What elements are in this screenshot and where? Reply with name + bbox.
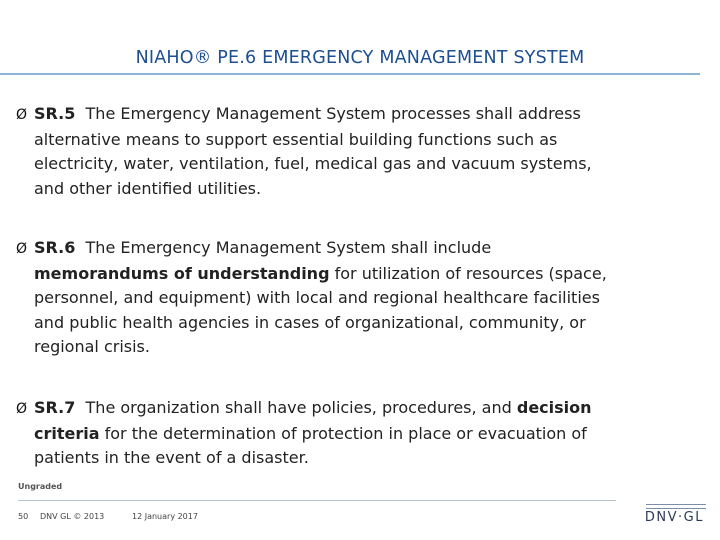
bullet-line: personnel, and equipment) with local and regional healthcare facilities [34, 288, 600, 307]
arrow-bullet-icon: Ø [16, 401, 28, 417]
logo-mark-icon [646, 504, 706, 509]
emphasis-text: decision [516, 398, 592, 417]
title-divider [0, 73, 700, 75]
bullet-line [16, 262, 696, 287]
bullet-text: The Emergency Management System shall include [85, 238, 492, 257]
bullet-line: and public health agencies in cases of organizational, community, or [34, 312, 586, 332]
requirement-code: SR.7 [34, 398, 76, 417]
emphasis-text: memorandums of understanding [34, 263, 330, 283]
bullet-line: alternative means to support essential building functions such as [34, 129, 558, 149]
bullet-line: and other identified utilities. [34, 178, 262, 198]
classification-label: Ungraded [18, 482, 63, 491]
slide-title: NIAHO® PE.6 EMERGENCY MANAGEMENT SYSTEM [135, 48, 585, 68]
bullet-line [16, 396, 696, 422]
bullet-line [16, 236, 696, 262]
bullet-text: for the determination of protection in place or evacuation of [99, 423, 587, 443]
bullet-line: electricity, water, ventilation, fuel, medical gas and vacuum systems, [34, 154, 592, 173]
bullet-text: The Emergency Management System processes shall address [85, 104, 581, 123]
bullet-sr7 [16, 396, 696, 471]
bullet-text: The organization shall have policies, procedures, and [85, 398, 517, 417]
bullet-line: patients in the event of a disaster. [34, 448, 309, 467]
bullet-sr5 [16, 102, 696, 201]
arrow-bullet-icon: Ø [16, 107, 28, 123]
page-number: 50 [18, 512, 29, 521]
bullet-text: for utilization of resources (space, [329, 263, 607, 283]
bullet-line [16, 422, 696, 447]
bullet-line: regional crisis. [34, 337, 150, 356]
bullet-line [16, 102, 696, 128]
footer-date: 12 January 2017 [132, 512, 198, 521]
arrow-bullet-icon: Ø [16, 241, 28, 257]
requirement-code: SR.5 [34, 104, 76, 123]
emphasis-text: criteria [34, 423, 100, 443]
company-logo: DNV·GL [644, 510, 704, 525]
footer-divider [18, 500, 616, 501]
bullet-sr6 [16, 236, 696, 360]
copyright: DNV GL © 2013 [40, 512, 105, 521]
requirement-code: SR.6 [34, 238, 76, 257]
